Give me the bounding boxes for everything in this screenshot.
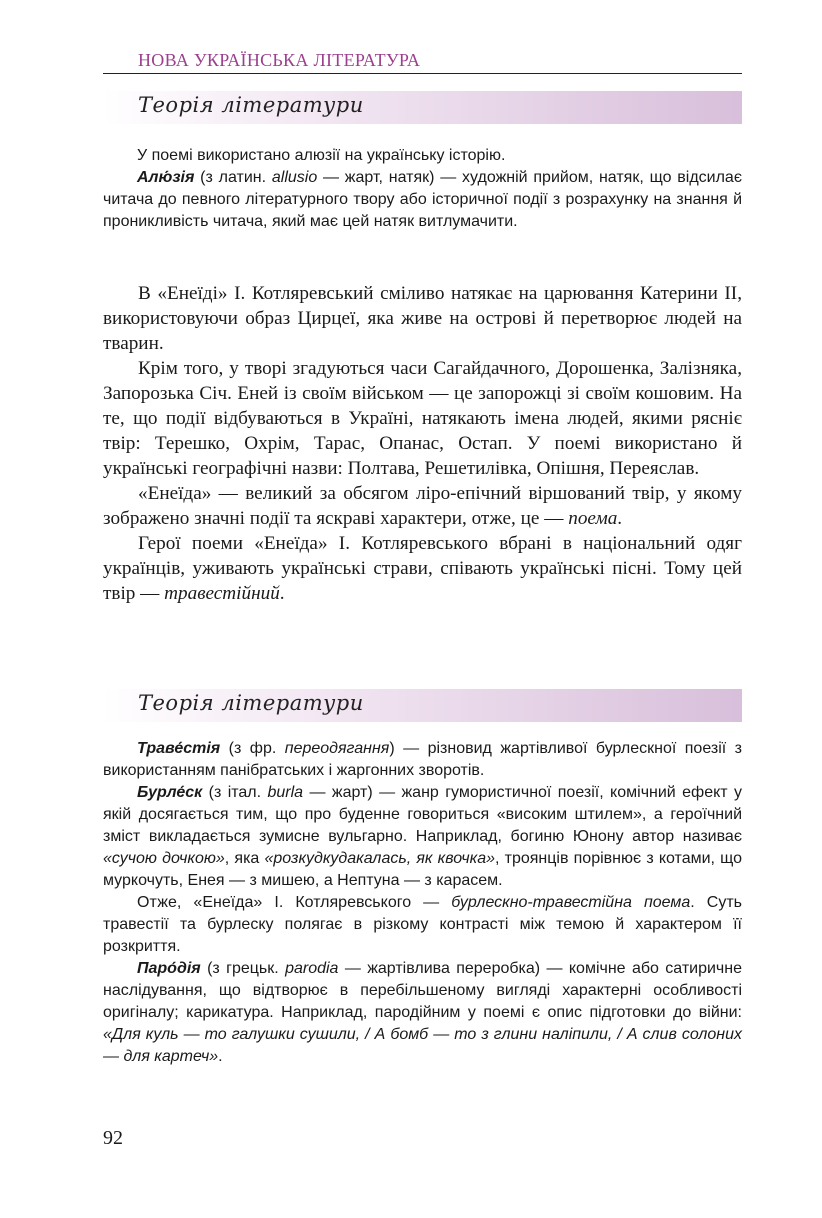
term-travesty: Траве́стія [137, 740, 221, 757]
conclusion: Отже, «Енеїда» І. Котляревського — бурлескно-травестійна поема. Суть травестії та бурлеску полягає в різкому контрасті між темою й характером її розкриття. [103, 894, 742, 955]
travesty-box [103, 738, 742, 1068]
term-allusion: Алю́зія [137, 169, 195, 186]
parody-definition: Паро́дія (з грецьк. parodia — жартівлива переробка) — комічне або сатиричне наслідування, що відтворює в перебільшеному вигляді характерні особливості оригіналу; карикатура. Наприклад, пародійним у поемі є опис підготовки до війни: «Для куль — то галушки сушили, / А бомб — то з глини наліпили, / А слив солоних — для картеч». [103, 960, 742, 1065]
paragraph: Крім того, у творі згадуються часи Сагайдачного, Дорошенка, Залізняка, Запорозька Січ. Еней із своїм військом — це запорожці зі своїм кошовим. На те, що події відбуваються в Україні, натякають імена людей, якими рясніє твір: Терешко, Охрім, Тарас, Опанас, Остап. У поемі використано й українські географічні назви: Полтава, Решетилівка, Опішня, Переяслав. [103, 358, 742, 479]
paragraph: «Енеїда» — великий за обсягом ліро-епічний віршований твір, у якому зображено значні події та яскраві характери, отже, це — поема. [103, 483, 742, 529]
theory-heading-bar [103, 91, 742, 124]
term-parody: Паро́дія [137, 960, 201, 977]
header-rule [103, 73, 742, 74]
burlesque-definition: Бурле́ск (з італ. burla — жарт) — жанр гумористичної поезії, комічний ефект у якій досягається тим, що про буденне говориться «високим штилем», а героїчний зміст викладається зумисне вульгарно. Наприклад, богиню Юнону автор називає «сучою дочкою», яка «розкудкудакалась, як квочка», троянців порівнює з котами, що муркочуть, Енея — з мишею, а Нептуна — з карасем. [103, 784, 743, 889]
page-number: 92 [103, 1127, 123, 1149]
theory-heading-bar [103, 689, 742, 722]
travesty-definition: Траве́стія (з фр. переодягання) — різновид жартівливої бурлескної поезії з використанням панібратських і жаргонних зворотів. [103, 740, 742, 779]
theory-heading-title: Теорія літератури [138, 691, 364, 715]
allusion-intro: У поемі використано алюзії на українську історію. [137, 147, 506, 164]
theory-heading-title: Теорія літератури [138, 93, 364, 117]
main-text [103, 281, 742, 606]
allusion-box [103, 145, 742, 233]
running-head: НОВА УКРАЇНСЬКА ЛІТЕРАТУРА [138, 50, 421, 70]
paragraph: Герої поеми «Енеїда» І. Котляревського вбрані в національний одяг українців, уживають українські страви, співають українські пісні. Тому цей твір — травестійний. [103, 533, 742, 604]
term-burlesque: Бурле́ск [137, 784, 203, 801]
paragraph: В «Енеїді» І. Котляревський сміливо натякає на царювання Катерини ІІ, використовуючи образ Цирцеї, яка живе на острові й перетворює людей на тварин. [103, 283, 742, 354]
allusion-definition: Алю́зія (з латин. allusio — жарт, натяк) — художній прийом, натяк, що відсилає читача до певного літературного твору або історичної події з розрахунку на знання й проникливість читача, який має цей натяк витлумачити. [103, 169, 742, 230]
